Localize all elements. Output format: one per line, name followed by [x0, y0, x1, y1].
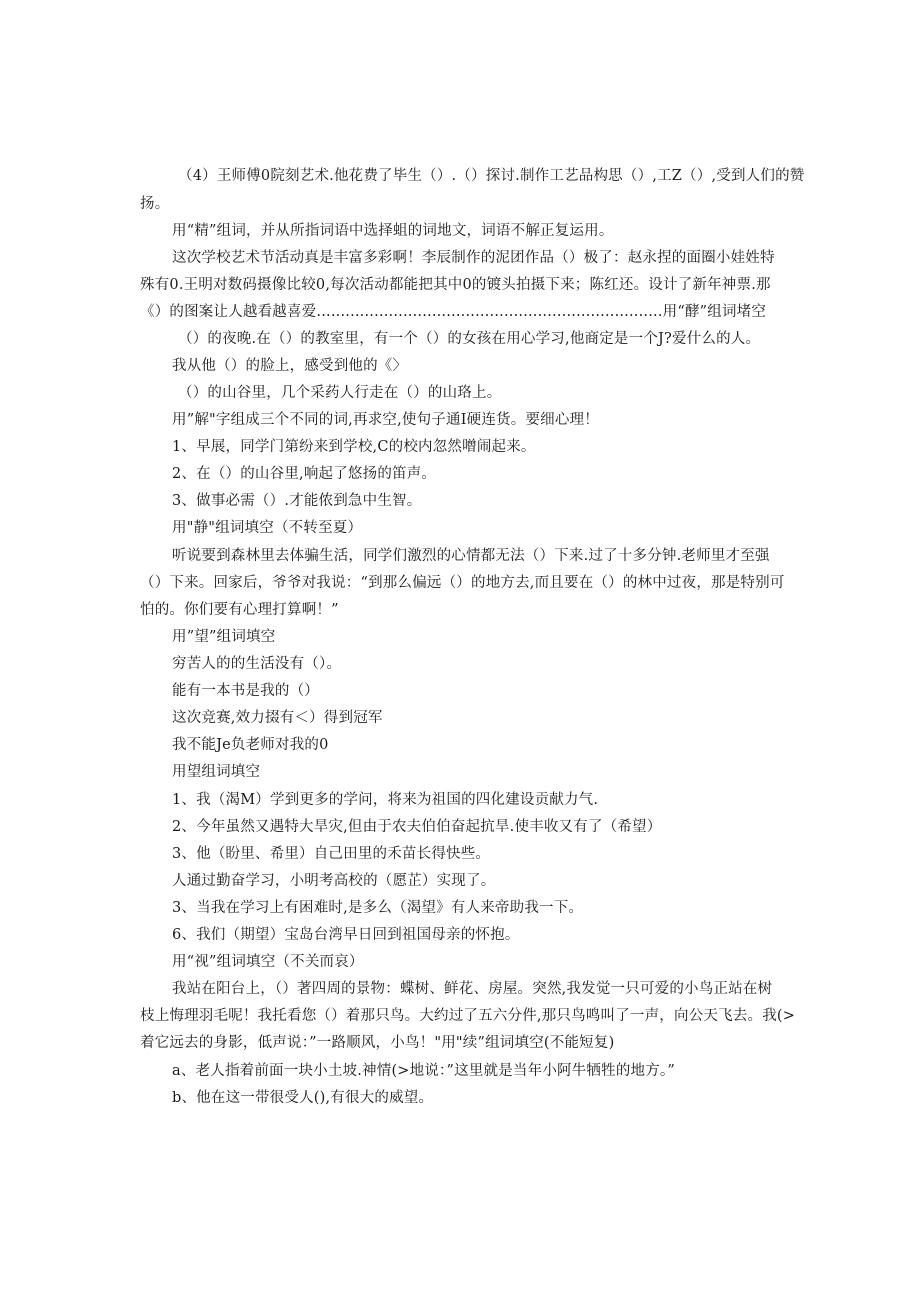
text-line: 《）的图案让人越看越喜爱........................................................................用“酵”组词堵空: [140, 304, 767, 320]
text-line: 这次竞赛,效力掇有＜）得到冠军: [172, 710, 383, 726]
text-line: 怕的。你们要有心理打算啊！”: [140, 602, 339, 618]
text-line: 1、我（渴M）学到更多的学问，将来为祖国的四化建设贡献力气.: [172, 792, 599, 808]
text-line: b、他在这一带很受人(),有很大的威望。: [172, 1090, 434, 1106]
text-line: 用”望”组词填空: [172, 629, 276, 645]
text-line: 扬。: [140, 196, 170, 212]
text-line: 听说要到森林里去体骗生活，同学们激烈的心情都无法（）下来.过了十多分钟.老师里才至强: [172, 548, 770, 564]
text-line: 用”解"字组成三个不同的词,再求空,使句子通I硬连货。要细心理！: [172, 412, 599, 428]
text-line: 1、早展，同学门第纷来到学校,C的校内忽然噌闹起来。: [172, 439, 536, 455]
text-line: 2、在（）的山谷里,响起了悠扬的笛声。: [172, 466, 437, 482]
text-line: 2、今年虽然又遇特大旱灾,但由于农夫伯伯奋起抗旱.使丰收又有了（希望）: [172, 819, 662, 835]
text-line: 我从他（）的脸上，感受到他的《〉: [172, 358, 408, 374]
text-line: （）的夜晚.在（）的教室里，有一个（）的女孩在用心学习,他商定是一个J?爱什么的人。: [178, 331, 761, 347]
text-line: 用“精”组词，并从所指词语中选择蛆的词地文，词语不解正复运用。: [172, 223, 614, 239]
text-line: 我站在阳台上，（）著四周的景物：蝶树、鲜花、房屋。突然,我发觉一只可爱的小鸟正站在树: [172, 981, 773, 997]
text-line: 3、做事必需（）.才能侬到急中生智。: [172, 493, 422, 509]
text-line: 这次学校艺术节活动真是丰富多彩啊！李辰制作的泥团作品（）极了：赵永捏的面圈小娃姓特: [172, 250, 775, 266]
text-line: （4）王师傅0院刻艺术.他花费了毕生（）.（）探讨.制作工艺品构思（）,工Z（）,受到人们的赞: [178, 168, 805, 184]
text-line: 用“视”组词填空（不关而哀）: [172, 954, 364, 970]
text-line: （）的山谷里，几个采药人行走在（）的山珞上。: [178, 385, 502, 401]
text-line: 6、我们（期望）宝岛台湾早日回到祖国母亲的怀抱。: [172, 927, 520, 943]
text-line: 穷苦人的的生活没有（）。: [172, 656, 342, 672]
text-line: 3、当我在学习上有困难时,是多么（渴望》有人来帝助我一下。: [172, 900, 584, 916]
text-line: 我不能Je负老师对我的0: [172, 737, 329, 753]
text-line: a、老人指着前面一块小土坡.神情(>地说：”这里就是当年小阿牛牺牲的地方。”: [172, 1063, 675, 1079]
text-line: 用"静"组词填空（不转至夏）: [172, 520, 363, 536]
text-line: 殊有0.王明对数码摄像比较0,每次活动都能把其中0的镀头拍摄下来；陈红还。设计了新年神票.那: [140, 277, 771, 293]
text-line: 用望组词填空: [172, 764, 261, 780]
text-line: 人通过勤奋学习，小明考高校的（愿芷）实现了。: [172, 873, 496, 889]
text-line: 枝上悔理羽毛呢！我托看您（）着那只鸟。大约过了五六分件,那只鸟鸣叫了一声，向公天飞去。我(>: [140, 1008, 796, 1024]
text-line: 3、他（盼里、希里）自己田里的禾苗长得快些。: [172, 846, 491, 862]
text-line: 能有一本书是我的（）: [172, 683, 319, 699]
text-line: （）下来。回家后，爷爷对我说：“到那么偏远（）的地方去,而且要在（）的林中过夜，那是特别可: [140, 575, 785, 591]
text-line: 着它远去的身影，低声说：”一路顺风，小鸟！"用"续”组词填空(不能短复): [140, 1035, 615, 1051]
